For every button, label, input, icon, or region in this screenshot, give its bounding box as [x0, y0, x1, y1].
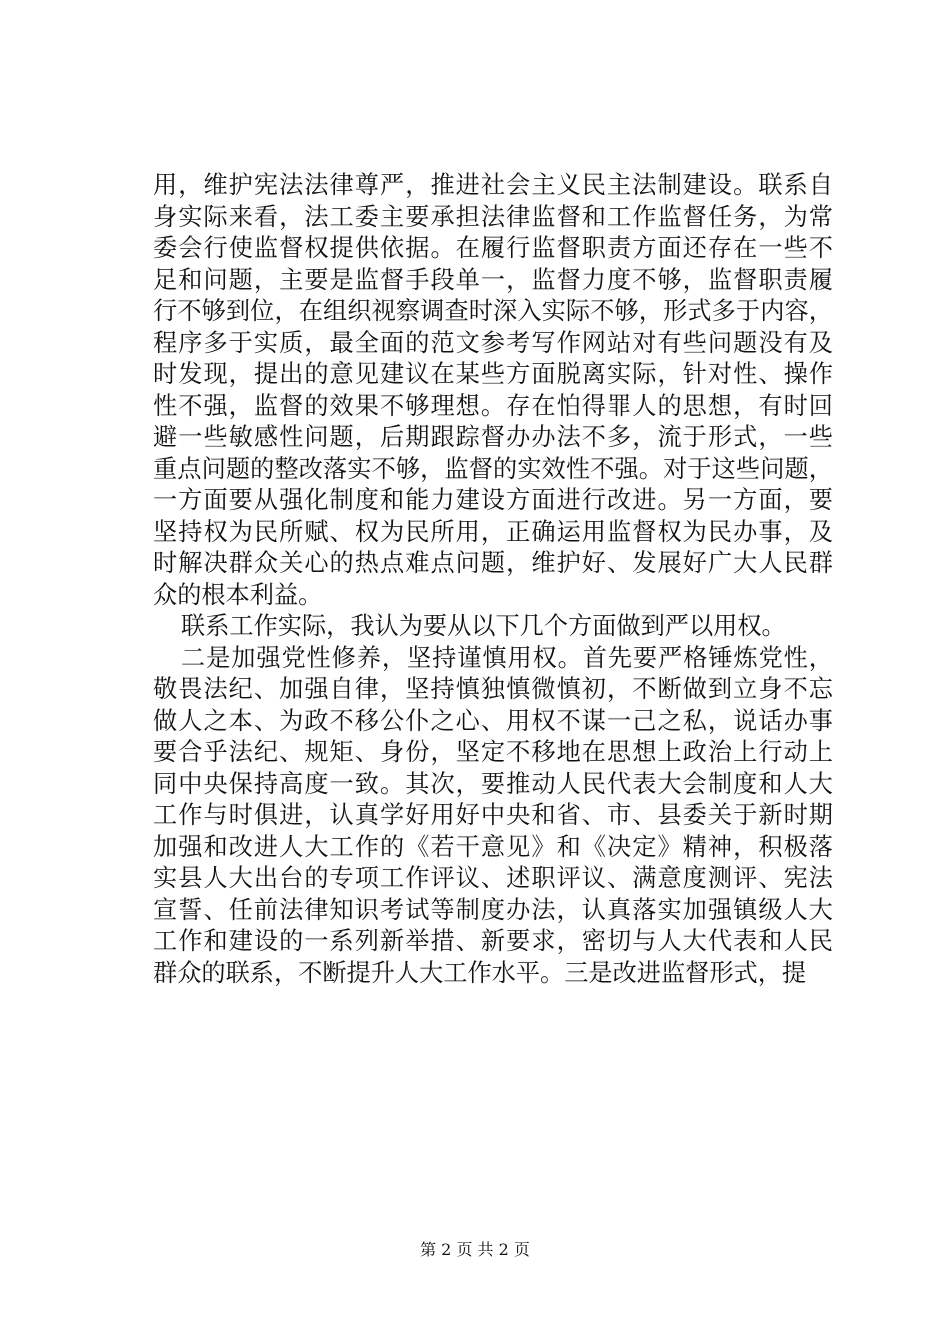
text-line: 性不强，监督的效果不够理想。存在怕得罪人的思想，有时回: [153, 391, 833, 420]
text-line: 一方面要从强化制度和能力建设方面进行改进。另一方面，要: [153, 486, 833, 514]
text-line: 做人之本、为政不移公仆之心、用权不谋一己之私，说话办事: [153, 706, 833, 735]
text-line: 委会行使监督权提供依据。在履行监督职责方面还存在一些不: [153, 234, 833, 262]
text-line: 宣誓、任前法律知识考试等制度办法，认真落实加强镇级人大: [153, 895, 833, 924]
text-line: 群众的联系，不断提升人大工作水平。三是改进监督形式，提: [153, 958, 807, 987]
text-line: 工作和建设的一系列新举措、新要求，密切与人大代表和人民: [153, 927, 833, 955]
text-line: 避一些敏感性问题，后期跟踪督办办法不多，流于形式，一些: [153, 423, 833, 451]
text-line: 联系工作实际，我认为要从以下几个方面做到严以用权。: [181, 612, 786, 640]
text-line: 用，维护宪法法律尊严，推进社会主义民主法制建设。联系自: [153, 171, 833, 199]
text-line: 足和问题，主要是监督手段单一，监督力度不够，监督职责履: [153, 265, 833, 294]
text-line: 坚持权为民所赋、权为民所用，正确运用监督权为民办事，及: [153, 517, 833, 546]
text-line: 敬畏法纪、加强自律，坚持慎独慎微慎初，不断做到立身不忘: [153, 675, 833, 703]
text-line: 行不够到位，在组织视察调查时深入实际不够，形式多于内容，: [153, 297, 833, 325]
text-line: 实县人大出台的专项工作评议、述职评议、满意度测评、宪法: [153, 864, 833, 892]
page-number-label: 第 2 页 共 2 页: [420, 1240, 530, 1259]
text-line: 程序多于实质，最全面的范文参考写作网站对有些问题没有及: [153, 328, 833, 357]
document-body: [153, 170, 833, 989]
paragraph: [153, 611, 833, 643]
text-line: 时解决群众关心的热点难点问题，维护好、发展好广大人民群: [153, 549, 833, 577]
paragraph: [153, 643, 833, 990]
text-line: 要合乎法纪、规矩、身份，坚定不移地在思想上政治上行动上: [153, 738, 833, 766]
paragraph: [153, 170, 833, 611]
page-footer: [0, 1240, 950, 1260]
text-line: 重点问题的整改落实不够，监督的实效性不强。对于这些问题，: [153, 454, 833, 483]
text-line: 二是加强党性修养，坚持谨慎用权。首先要严格锤炼党性，: [181, 643, 833, 672]
text-line: 同中央保持高度一致。其次，要推动人民代表大会制度和人大: [153, 769, 833, 798]
text-line: 工作与时俱进，认真学好用好中央和省、市、县委关于新时期: [153, 801, 833, 829]
text-line: 时发现，提出的意见建议在某些方面脱离实际，针对性、操作: [153, 360, 833, 388]
text-line: 加强和改进人大工作的《若干意见》和《决定》精神，积极落: [153, 832, 833, 861]
text-line: 身实际来看，法工委主要承担法律监督和工作监督任务，为常: [153, 202, 833, 231]
text-line: 众的根本利益。: [153, 580, 323, 609]
